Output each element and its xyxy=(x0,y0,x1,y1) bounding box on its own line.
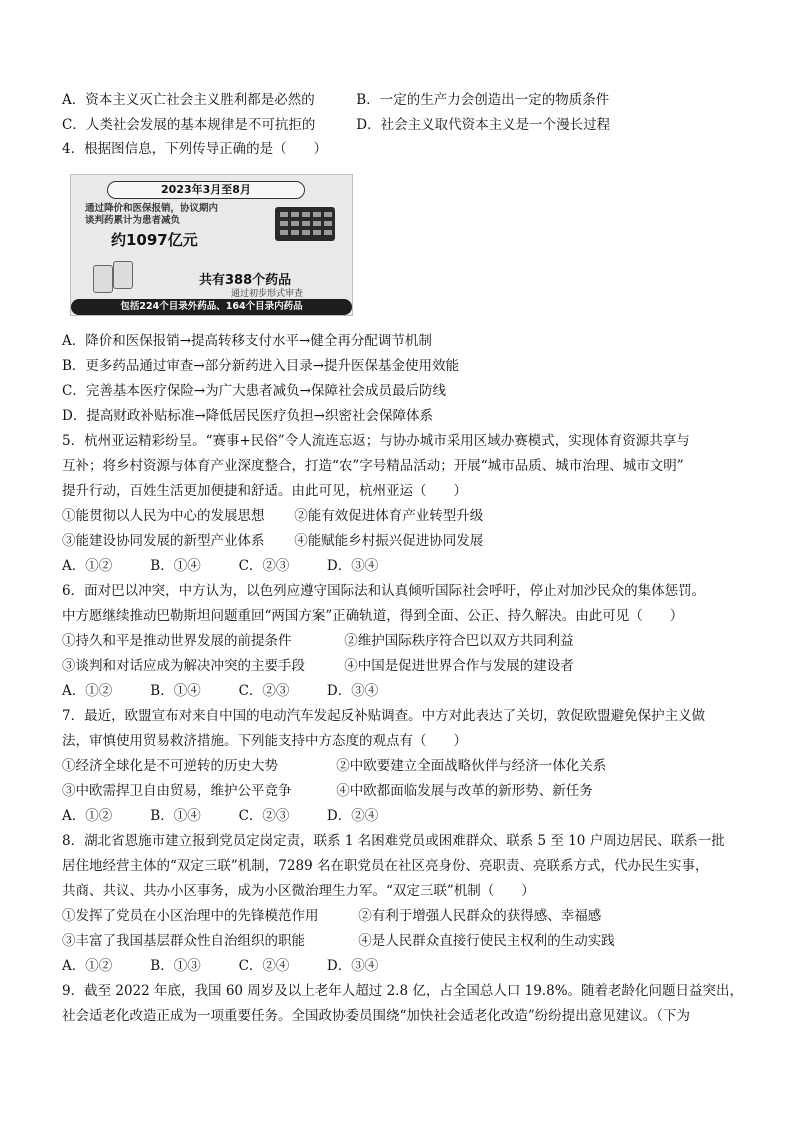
q5-statement-1: ①能贯彻以人民为中心的发展思想 xyxy=(62,508,265,524)
q8-statements-row-1 xyxy=(62,906,601,926)
q4-option-d: D．提高财政补贴标准→降低居民医疗负担→织密社会保障体系 xyxy=(62,408,433,424)
q3-option-d: D．社会主义取代资本主义是一个漫长过程 xyxy=(356,117,611,133)
q6-statement-1: ①持久和平是推动世界发展的前提条件 xyxy=(62,633,292,649)
q6-statement-2: ②维护国际秩序符合巴以双方共同利益 xyxy=(344,633,574,649)
q9-stem-1: 9．截至 2022 年底，我国 60 周岁及以上老年人超过 2.8 亿，占全国总人口 19.8%。随着老龄化问题日益突出， xyxy=(62,983,744,999)
q5-stem-3: 提升行动，百姓生活更加便捷和舒适。由此可见，杭州亚运（ ） xyxy=(62,483,467,499)
q7-statements-row-2 xyxy=(62,781,593,801)
q7-stem-2: 法，审慎使用贸易救济措施。下列能支持中方态度的观点有（ ） xyxy=(62,733,467,749)
q7-choice-c: C．②③ xyxy=(238,808,290,824)
q3-options-row-1 xyxy=(62,90,609,110)
q5-choices xyxy=(62,556,378,576)
q7-choices xyxy=(62,806,378,826)
q7-statement-1: ①经济全球化是不可逆转的历史大势 xyxy=(62,758,278,774)
q8-choices xyxy=(62,956,378,976)
q5-choice-d: D．③④ xyxy=(326,558,379,574)
q7-choice-a: A．①② xyxy=(62,808,113,824)
q5-stem-2: 互补；将乡村资源与体育产业深度整合，打造“农”字号精品活动；开展“城市品质、城市治理、城市文明” xyxy=(62,458,684,474)
q6-choices xyxy=(62,681,378,701)
q5-statement-4: ④能赋能乡村振兴促进协同发展 xyxy=(294,533,484,549)
q5-choice-b: B．①④ xyxy=(150,558,201,574)
q8-stem-2: 居住地经营主体的“双定三联”机制，7289 名在职党员在社区亮身份、亮职责、亮联系方式，代办民生实事， xyxy=(62,858,709,874)
q7-statements-row-1 xyxy=(62,756,606,776)
q6-statement-4: ④中国是促进世界合作与发展的建设者 xyxy=(344,658,574,674)
q6-stem-1: 6．面对巴以冲突，中方认为，以色列应遵守国际法和认真倾听国际社会呼吁，停止对加沙民众的集体惩罚。 xyxy=(62,583,706,599)
q8-statements-row-2 xyxy=(62,931,615,951)
q6-stem-2: 中方愿继续推动巴勒斯坦问题重回“两国方案”正确轨道，得到全面、公正、持久解决。由此可见（ ） xyxy=(62,608,684,624)
q8-statement-3: ③丰富了我国基层群众性自治组织的职能 xyxy=(62,933,305,949)
figure-amount: 约1097亿元 xyxy=(111,231,198,249)
medicine-bottle-icon xyxy=(93,261,133,295)
q4-figure xyxy=(70,174,353,316)
q5-stem-1: 5．杭州亚运精彩纷呈。“赛事+民俗”令人流连忘返；与协办城市采用区域办赛模式，实现体育资源共享与 xyxy=(62,433,690,449)
q8-statement-2: ②有利于增强人民群众的获得感、幸福感 xyxy=(358,908,602,924)
q8-stem-1: 8．湖北省恩施市建立报到党员定岗定责，联系 1 名困难党员或困难群众、联系 5 至 10 户周边居民、联系一批 xyxy=(62,833,725,849)
q3-options-row-2 xyxy=(62,115,610,135)
q7-stem-1: 7．最近，欧盟宣布对来自中国的电动汽车发起反补贴调查。中方对此表达了关切，敦促欧盟避免保护主义做 xyxy=(62,708,706,724)
q4-option-a: A．降价和医保报销→提高转移支付水平→健全再分配调节机制 xyxy=(62,333,432,349)
q5-choice-c: C．②③ xyxy=(238,558,290,574)
q6-statement-3: ③谈判和对话应成为解决冲突的主要手段 xyxy=(62,658,305,674)
q5-statements-row-1 xyxy=(62,506,483,526)
q8-stem-3: 共商、共议、共办小区事务，成为小区微治理生力军。“双定三联”机制（ ） xyxy=(62,883,535,899)
q8-statement-4: ④是人民群众直接行使民主权利的生动实践 xyxy=(358,933,615,949)
figure-sub: 通过初步形式审查 xyxy=(231,289,304,299)
q4-stem: 4．根据图信息，下列传导正确的是（ ） xyxy=(62,141,328,157)
q5-choice-a: A．①② xyxy=(62,558,113,574)
q6-choice-b: B．①④ xyxy=(150,683,201,699)
calculator-icon xyxy=(275,207,335,241)
q5-statement-3: ③能建设协同发展的新型产业体系 xyxy=(62,533,265,549)
figure-count: 共有388个药品 xyxy=(199,273,292,288)
figure-date: 2023年3月至8月 xyxy=(107,181,305,199)
figure-line-1: 通过降价和医保报销，协议期内 xyxy=(85,203,219,214)
q5-statement-2: ②能有效促进体育产业转型升级 xyxy=(294,508,484,524)
q7-statement-3: ③中欧需捍卫自由贸易，维护公平竞争 xyxy=(62,783,292,799)
q9-stem-2: 社会适老化改造正成为一项重要任务。全国政协委员围绕“加快社会适老化改造”纷纷提出意见建议。（下为 xyxy=(62,1008,691,1024)
figure-line-2: 谈判药累计为患者减负 xyxy=(85,215,181,226)
q6-statements-row-1 xyxy=(62,631,574,651)
q8-choice-d: D．③④ xyxy=(326,958,379,974)
q7-choice-b: B．①④ xyxy=(150,808,201,824)
q7-statement-4: ④中欧都面临发展与改革的新形势、新任务 xyxy=(336,783,593,799)
q6-choice-d: D．③④ xyxy=(326,683,379,699)
q8-statement-1: ①发挥了党员在小区治理中的先锋模范作用 xyxy=(62,908,319,924)
q8-choice-a: A．①② xyxy=(62,958,113,974)
q6-statements-row-2 xyxy=(62,656,574,676)
q4-option-b: B．更多药品通过审查→部分新药进入目录→提升医保基金使用效能 xyxy=(62,358,460,374)
q6-choice-a: A．①② xyxy=(62,683,113,699)
q7-choice-d: D．②④ xyxy=(326,808,379,824)
q4-option-c: C．完善基本医疗保险→为广大患者减负→保障社会成员最后防线 xyxy=(62,383,446,399)
q5-statements-row-2 xyxy=(62,531,483,551)
q8-choice-c: C．②④ xyxy=(238,958,290,974)
q3-option-b: B．一定的生产力会创造出一定的物质条件 xyxy=(356,92,610,108)
q3-option-c: C．人类社会发展的基本规律是不可抗拒的 xyxy=(62,117,316,133)
q6-choice-c: C．②③ xyxy=(238,683,290,699)
q3-option-a: A．资本主义灭亡社会主义胜利都是必然的 xyxy=(62,92,315,108)
q8-choice-b: B．①③ xyxy=(150,958,201,974)
q7-statement-2: ②中欧要建立全面战略伙伴与经济一体化关系 xyxy=(336,758,607,774)
figure-bar: 包括224个目录外药品、164个目录内药品 xyxy=(71,299,352,315)
